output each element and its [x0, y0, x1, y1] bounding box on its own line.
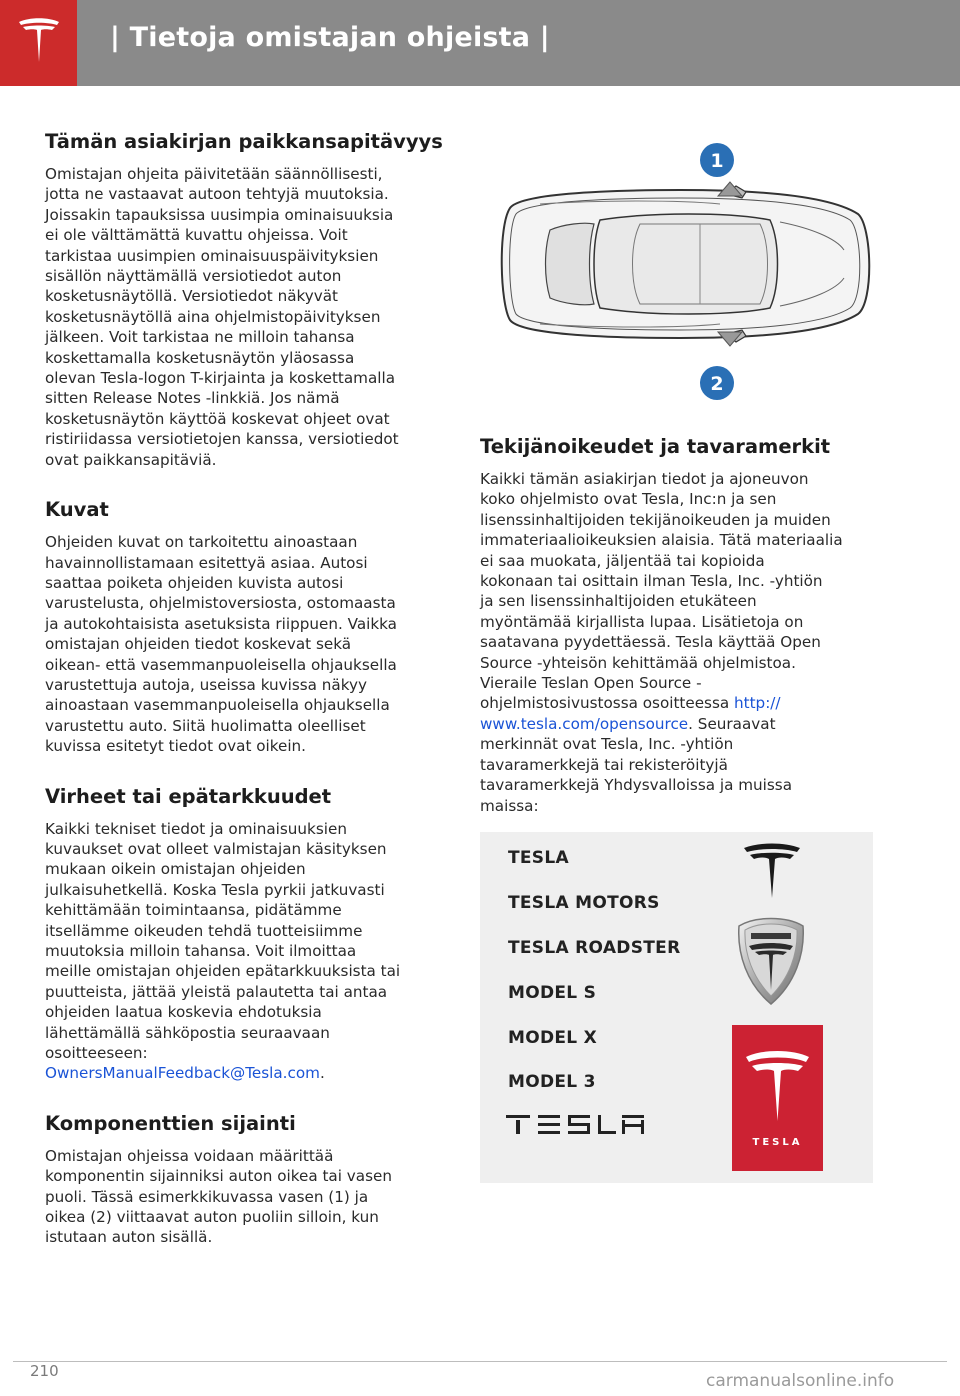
section-images: [45, 496, 445, 756]
trademark-label: MODEL X: [508, 1027, 598, 1048]
tesla-wordmark: [506, 1113, 646, 1139]
tesla-wordmark-icon: [506, 1113, 646, 1135]
marker-1-label: 1: [710, 150, 724, 172]
car-top-view-figure: [480, 134, 875, 406]
trademark-label: TESLA: [508, 847, 569, 868]
opensource-link-cont[interactable]: www.tesla.com/opensource: [480, 714, 689, 733]
tesla-wordmark-text: [506, 1113, 509, 1114]
left-column: [45, 128, 445, 1274]
footer-divider: [13, 1361, 947, 1362]
page-number: 210: [30, 1362, 59, 1380]
page-header: [0, 0, 960, 86]
watermark: carmanualsonline.info: [706, 1371, 895, 1391]
trademark-label: TESLA MOTORS: [508, 892, 660, 913]
tesla-t-icon: [15, 16, 63, 70]
tesla-red-wordmark: TESLA: [752, 1136, 803, 1148]
car-top-view-illustration: [480, 134, 875, 406]
trademark-label: MODEL S: [508, 982, 597, 1003]
tesla-logo: [0, 0, 77, 86]
section-heading: Tämän asiakirjan paikkansapitävyys: [45, 130, 443, 153]
tesla-shield-icon: [733, 914, 809, 1006]
marker-2-label: 2: [710, 373, 724, 395]
section-heading: Kuvat: [45, 498, 109, 522]
section-heading: Virheet tai epätarkkuudet: [45, 784, 332, 808]
section-body: Kaikki tämän asiakirjan tiedot ja ajoneuvon koko ohjelmisto ovat Tesla, Inc:n ja sen lisenssinhaltijoiden tekijänoikeuden ja muiden immateriaalioikeuksien alaisia. Tätä materiaalia ei saa muokata, jäljentää tai kopioida kokonaan tai osittain ilman Tesla, Inc. -yhtiön ja sen lisenssinhaltijoiden etukäteen myöntämää kirjallista lupaa. Lisätietoja on saatavana pyydettäessä. Tesla käyttää Open Source -yhteisön kehittämää ohjelmistoa. Vieraile Teslan Open Source - ohjelmistosivustossa osoitteessa http:// www.tesla.com/opensource. Seuraavat merkinnät ovat Tesla, Inc. -yhtiön tavaramerkkejä tai rekisteröityjä tavaramerkkejä Yhdysvalloissa ja muissa maissa:: [480, 470, 843, 815]
tesla-red-t-icon: [732, 1029, 823, 1129]
right-column: [480, 128, 880, 1183]
page-title: | Tietoja omistajan ohjeista |: [110, 22, 550, 53]
trademarks-panel: [480, 832, 873, 1183]
tesla-t-logo-icon: [740, 842, 804, 900]
section-copyright: [480, 433, 880, 816]
section-component-location: [45, 1110, 445, 1248]
tesla-shield-logo: [733, 914, 809, 1010]
section-heading: Komponenttien sijainti: [45, 1111, 296, 1135]
tesla-red-logo: [732, 1025, 823, 1171]
trademark-label: MODEL 3: [508, 1071, 596, 1092]
section-accuracy: [45, 128, 445, 470]
feedback-email-link[interactable]: OwnersManualFeedback@Tesla.com: [45, 1064, 320, 1083]
tesla-t-logo: [740, 842, 804, 904]
trademark-label: TESLA ROADSTER: [508, 937, 681, 958]
section-body: Omistajan ohjeita päivitetään säännöllisesti, jotta ne vastaavat autoon tehtyjä muutoksia. Joissakin tapauksissa uusimpia ominaisuuksia ei ole välttämättä kuvattu ohjeissa. Voit tarkistaa uusimpien ominaisuuspäivityksien sisällön näyttämällä versiotiedot auton kosketusnäytöllä. Versiotiedot näkyvät kosketusnäytöllä aina ohjelmistopäivityksen jälkeen. Voit tarkistaa ne milloin tahansa koskettamalla kosketusnäytön yläosassa olevan Tesla-logon T-kirjainta ja koskettamalla sitten Release Notes -linkkiä. Jos nämä kosketusnäytön käyttöä koskevat ohjeet ovat ristiriidassa versiotietojen kanssa, versiotiedot ovat paikkansapitäviä.: [45, 165, 399, 469]
section-errors: [45, 783, 445, 1084]
opensource-link[interactable]: http://: [734, 694, 781, 713]
section-body: Ohjeiden kuvat on tarkoitettu ainoastaan havainnollistamaan esitettyä asiaa. Autosi saattaa poiketa ohjeiden kuvista autosi varustelusta, ohjelmistoversiosta, ostomaasta ja autokohtaisista asetuksista riippuen. Vaikka omistajan ohjeiden tiedot koskevat sekä oikean- että vasemmanpuoleisella ohjauksella varustettuja autoja, useissa kuvissa näkyy ainoastaan vasemmanpuoleisella ohjauksella varustettu auto. Siitä huolimatta oleelliset kuvissa esitetyt tiedot ovat oikein.: [45, 533, 397, 756]
section-body: Omistajan ohjeissa voidaan määrittää komponentin sijainniksi auton oikea tai vasen puoli. Tässä esimerkkikuvassa vasen (1) ja oikea (2) viittaavat auton puoliin silloin, kun istutaan auton sisällä.: [45, 1146, 392, 1247]
section-heading: Tekijänoikeudet ja tavaramerkit: [480, 435, 831, 458]
section-body: Kaikki tekniset tiedot ja ominaisuuksien kuvaukset ovat olleet valmistajan käsityksen mukaan oikein omistajan ohjeiden julkaisuhetkellä. Koska Tesla pyrkii jatkuvasti kehittämään toimintaansa, pidätämme itsellämme oikeuden tehdä tuotteisiimme muutoksia milloin tahansa. Voit ilmoittaa meille omistajan ohjeiden epätarkkuuksista tai puutteista, jättää yleistä palautetta tai antaa ohjeiden laatua koskevia ehdotuksia lähettämällä sähköpostia seuraavaan osoitteeseen: OwnersManualFeedback@Tesla.com.: [45, 819, 401, 1083]
